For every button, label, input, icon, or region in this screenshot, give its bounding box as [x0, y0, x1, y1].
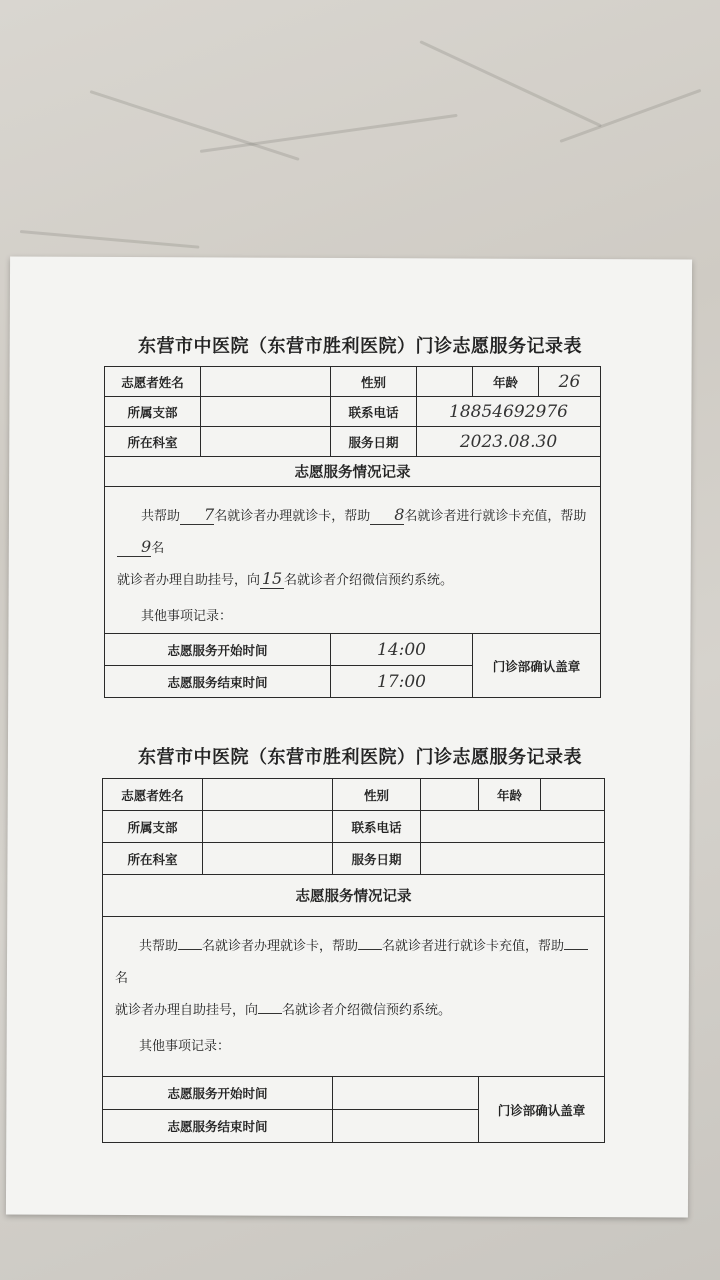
service-date-field[interactable]	[421, 843, 605, 875]
start-time-field[interactable]	[333, 1077, 479, 1110]
department-label: 所在科室	[105, 427, 201, 457]
branch-label: 所属支部	[103, 811, 203, 843]
service-date-label: 服务日期	[333, 843, 421, 875]
end-time-field[interactable]	[333, 1110, 479, 1143]
record-line-1: 共帮助 名就诊者办理就诊卡，帮助 名就诊者进行就诊卡充值，帮助名	[115, 931, 592, 995]
stamp-label: 门诊部确认盖章	[473, 634, 601, 698]
department-field[interactable]	[201, 427, 331, 457]
service-date-label: 服务日期	[331, 427, 417, 457]
branch-label: 所属支部	[105, 397, 201, 427]
age-label: 年龄	[473, 367, 539, 397]
gender-label: 性别	[331, 367, 417, 397]
name-field[interactable]	[203, 779, 333, 811]
age-field[interactable]	[541, 779, 605, 811]
wechat-count-blank[interactable]: 15	[261, 569, 283, 588]
name-label: 志愿者姓名	[103, 779, 203, 811]
card-count-blank[interactable]: 7	[180, 506, 214, 525]
phone-label: 联系电话	[333, 811, 421, 843]
service-date-field[interactable]: 2023.08.30	[417, 427, 601, 457]
branch-field[interactable]	[203, 811, 333, 843]
phone-label: 联系电话	[331, 397, 417, 427]
age-label: 年龄	[479, 779, 541, 811]
gender-label: 性别	[333, 779, 421, 811]
form-table	[104, 366, 601, 698]
age-field[interactable]: 26	[539, 367, 601, 397]
section-heading: 志愿服务情况记录	[103, 875, 605, 917]
stamp-label: 门诊部确认盖章	[479, 1077, 605, 1143]
name-label: 志愿者姓名	[105, 367, 201, 397]
section-heading: 志愿服务情况记录	[105, 457, 601, 487]
form-table	[102, 778, 605, 1143]
department-label: 所在科室	[103, 843, 203, 875]
other-notes-label: 其他事项记录：	[139, 1039, 231, 1054]
department-field[interactable]	[203, 843, 333, 875]
gender-field[interactable]	[417, 367, 473, 397]
record-line-1: 共帮助 7名就诊者办理就诊卡，帮助 8名就诊者进行就诊卡充值，帮助9名	[117, 501, 588, 565]
start-time-label: 志愿服务开始时间	[103, 1077, 333, 1110]
end-time-field[interactable]: 17:00	[331, 666, 473, 698]
recharge-count-blank[interactable]	[358, 949, 382, 950]
other-notes-label: 其他事项记录：	[141, 609, 233, 624]
register-count-blank[interactable]	[564, 949, 588, 950]
start-time-field[interactable]: 14:00	[331, 634, 473, 666]
service-record-body[interactable]	[105, 487, 601, 634]
card-count-blank[interactable]	[178, 949, 202, 950]
gender-field[interactable]	[421, 779, 479, 811]
phone-field[interactable]	[421, 811, 605, 843]
service-record-body[interactable]	[103, 917, 605, 1077]
form-title: 东营市中医院（东营市胜利医院）门诊志愿服务记录表	[138, 336, 582, 357]
form-title: 东营市中医院（东营市胜利医院）门诊志愿服务记录表	[138, 747, 582, 768]
end-time-label: 志愿服务结束时间	[105, 666, 331, 698]
wechat-count-blank[interactable]	[258, 1013, 282, 1014]
branch-field[interactable]	[201, 397, 331, 427]
start-time-label: 志愿服务开始时间	[105, 634, 331, 666]
record-line-2: 就诊者办理自助挂号，向 15 名就诊者介绍微信预约系统。	[117, 569, 454, 588]
record-line-2: 就诊者办理自助挂号，向 名就诊者介绍微信预约系统。	[115, 1003, 452, 1018]
name-field[interactable]	[201, 367, 331, 397]
register-count-blank[interactable]: 9	[117, 538, 151, 557]
phone-field[interactable]: 18854692976	[417, 397, 601, 427]
recharge-count-blank[interactable]: 8	[370, 506, 404, 525]
end-time-label: 志愿服务结束时间	[103, 1110, 333, 1143]
